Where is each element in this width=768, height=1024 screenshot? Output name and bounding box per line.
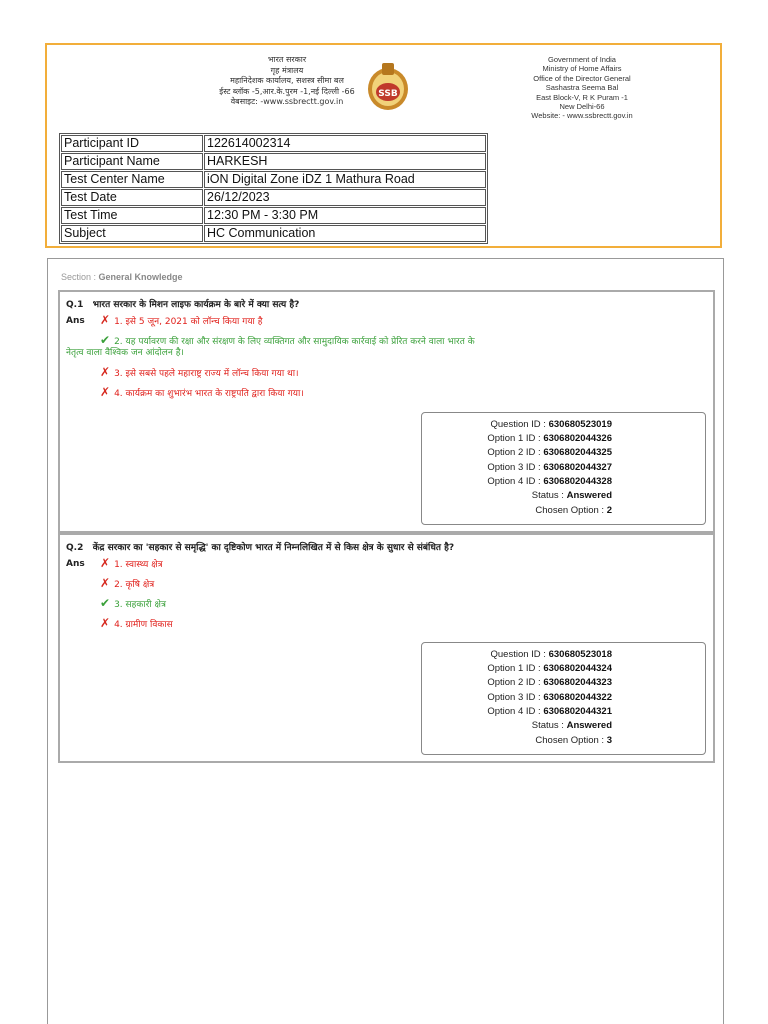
meta-row [422, 505, 612, 516]
meta-label: Question ID : [490, 419, 549, 430]
question-text: भारत सरकार के मिशन लाइफ कार्यक्रम के बारे में क्या सत्य है? [92, 300, 300, 310]
meta-label: Option 1 ID : [487, 663, 544, 674]
cross-icon: ✗ [100, 556, 111, 570]
option-text: 1. इसे 5 जून, 2021 को लॉन्च किया गया है [114, 317, 263, 327]
meta-value: Answered [566, 490, 612, 501]
meta-value: 630680523019 [548, 419, 612, 430]
english-line: New Delhi-66 [559, 102, 605, 112]
info-label: Test Center Name [61, 171, 203, 188]
question-number: Q.2 [66, 543, 84, 553]
info-label: Participant ID [61, 135, 203, 152]
table-row [61, 189, 486, 206]
table-row [61, 171, 486, 188]
ssb-emblem-logo [365, 59, 411, 111]
option-wrong [100, 386, 304, 401]
meta-value: 6306802044326 [543, 433, 612, 444]
option-text: 1. स्वास्थ्य क्षेत्र [114, 560, 163, 570]
meta-row [422, 476, 612, 487]
check-icon: ✔ [100, 596, 111, 610]
option-text: 4. कार्यक्रम का शुभारंभ भारत के राष्ट्रपति द्वारा किया गया। [114, 389, 304, 399]
meta-label: Option 4 ID : [487, 476, 544, 487]
info-value: 26/12/2023 [204, 189, 486, 206]
option-text: नेतृत्व वाला वैश्विक जन आंदोलन है। [66, 348, 184, 358]
meta-label: Status : [531, 720, 567, 731]
english-line: Government of India [548, 55, 616, 64]
hindi-line: वेबसाइट: -www.ssbrectt.gov.in [230, 97, 344, 106]
meta-label: Option 2 ID : [487, 447, 544, 458]
meta-row [422, 706, 612, 717]
cross-icon: ✗ [100, 385, 111, 399]
cross-icon: ✗ [100, 576, 111, 590]
meta-row [422, 433, 612, 444]
meta-row [422, 663, 612, 674]
meta-value: 6306802044323 [543, 677, 612, 688]
question-block [58, 533, 715, 763]
check-icon: ✔ [100, 333, 111, 347]
question-meta-panel [421, 642, 706, 755]
meta-label: Option 3 ID : [487, 692, 544, 703]
meta-label: Chosen Option : [535, 735, 607, 746]
option-text: 3. सहकारी क्षेत्र [114, 600, 166, 610]
hindi-line: गृह मंत्रालय [270, 65, 304, 75]
hindi-line: महानिदेशक कार्यालय, सशस्त्र सीमा बल [230, 76, 344, 85]
question-title [66, 297, 299, 310]
meta-label: Option 4 ID : [487, 706, 544, 717]
response-sheet [47, 258, 724, 1024]
option-continuation [66, 347, 184, 360]
option-text: 2. यह पर्यावरण की रक्षा और संरक्षण के लिए व्यक्तिगत और सामुदायिक कार्रवाई को प्रेरित करने वाला भारत के [114, 337, 475, 347]
info-label: Test Time [61, 207, 203, 224]
option-text: 2. कृषि क्षेत्र [114, 580, 155, 590]
info-label: Subject [61, 225, 203, 242]
hindi-line: भारत सरकार [267, 55, 307, 64]
english-line: Ministry of Home Affairs [542, 64, 622, 74]
meta-row [422, 490, 612, 501]
table-row [61, 207, 486, 224]
meta-row [422, 649, 612, 660]
hindi-address [197, 55, 377, 108]
meta-row [422, 447, 612, 458]
question-block [58, 290, 715, 533]
table-row [61, 153, 486, 170]
meta-label: Status : [531, 490, 567, 501]
meta-label: Option 1 ID : [487, 433, 544, 444]
emblem-text: SSB [378, 89, 398, 99]
info-value: iON Digital Zone iDZ 1 Mathura Road [204, 171, 486, 188]
hindi-line: ईस्ट ब्लॉक -5,आर.के.पुरम -1,नई दिल्ली -66 [219, 86, 355, 96]
meta-value: 2 [606, 505, 612, 516]
meta-row [422, 419, 612, 430]
option-wrong [100, 314, 263, 329]
section-prefix: Section : [61, 272, 99, 282]
english-line: Website: - www.ssbrectt.gov.in [531, 111, 633, 121]
meta-value: 630680523018 [548, 649, 612, 660]
cross-icon: ✗ [100, 313, 111, 327]
section-name: General Knowledge [98, 272, 183, 282]
option-wrong [100, 366, 299, 381]
meta-row [422, 735, 612, 746]
option-wrong [100, 617, 173, 632]
question-number: Q.1 [66, 300, 84, 310]
meta-label: Chosen Option : [535, 505, 607, 516]
meta-row [422, 462, 612, 473]
info-value: HARKESH [204, 153, 486, 170]
meta-label: Option 2 ID : [487, 677, 544, 688]
meta-value: Answered [566, 720, 612, 731]
english-line: Office of the Director General [533, 73, 631, 83]
meta-row [422, 692, 612, 703]
option-wrong [100, 577, 154, 592]
option-wrong [100, 557, 163, 572]
meta-value: 6306802044322 [543, 692, 612, 703]
option-correct [100, 597, 166, 612]
info-value: 12:30 PM - 3:30 PM [204, 207, 486, 224]
header-box [45, 43, 722, 248]
option-text: 4. ग्रामीण विकास [114, 620, 173, 630]
meta-label: Question ID : [490, 649, 549, 660]
meta-value: 6306802044325 [543, 447, 612, 458]
info-value: HC Communication [204, 225, 486, 242]
meta-value: 6306802044324 [543, 663, 612, 674]
ans-label: Ans [66, 559, 85, 569]
english-line: Sashastra Seema Bal [545, 83, 619, 93]
meta-label: Option 3 ID : [487, 462, 544, 473]
participant-info-table [59, 133, 488, 244]
english-line: East Block-V, R K Puram -1 [536, 92, 628, 102]
ans-label: Ans [66, 316, 85, 326]
option-text: 3. इसे सबसे पहले महाराष्ट्र राज्य में लॉन्च किया गया था। [114, 369, 299, 379]
meta-value: 6306802044321 [543, 706, 612, 717]
section-label [61, 272, 183, 282]
question-title [66, 540, 454, 553]
meta-value: 6306802044327 [543, 462, 612, 473]
question-meta-panel [421, 412, 706, 525]
info-label: Test Date [61, 189, 203, 206]
cross-icon: ✗ [100, 616, 111, 630]
meta-value: 6306802044328 [543, 476, 612, 487]
info-label: Participant Name [61, 153, 203, 170]
table-row [61, 225, 486, 242]
english-address [497, 55, 667, 121]
table-row [61, 135, 486, 152]
meta-value: 3 [606, 735, 612, 746]
cross-icon: ✗ [100, 365, 111, 379]
meta-row [422, 677, 612, 688]
meta-row [422, 720, 612, 731]
info-value: 122614002314 [204, 135, 486, 152]
question-text: केंद्र सरकार का 'सहकार से समृद्धि' का दृष्टिकोण भारत में निम्नलिखित में से किस क्षेत्र के सुधार से संबंधित है? [92, 543, 455, 553]
